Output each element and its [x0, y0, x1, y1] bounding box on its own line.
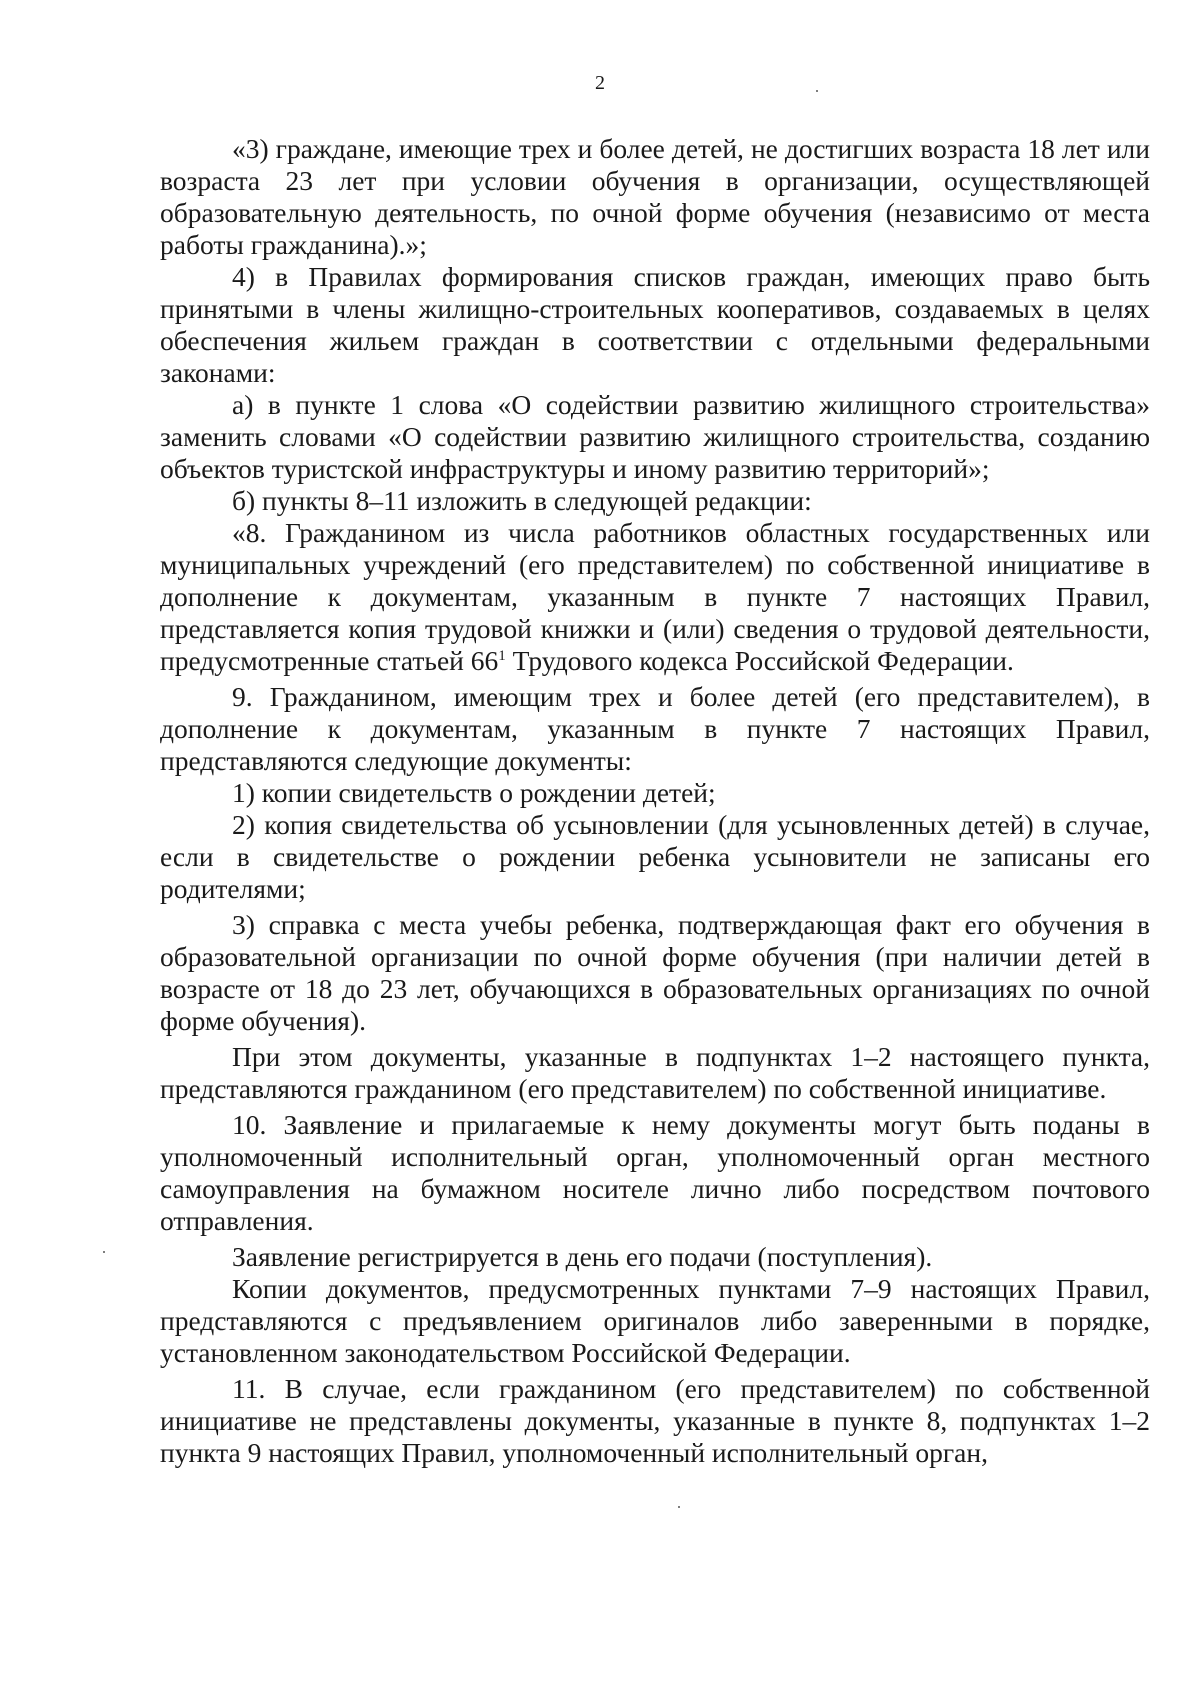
paragraph-point-10-registration: Заявление регистрируется в день его подачи (поступления). — [232, 1241, 933, 1272]
scan-speck — [678, 1506, 680, 1508]
paragraph-point-10: 10. Заявление и прилагаемые к нему документы могут быть поданы в уполномоченный исполнительный орган, уполномоченный орган местного самоуправления на бумажном носителе лично либо посредством почтового отправления. — [160, 1109, 1150, 1236]
paragraph-point-9-item-1: 1) копии свидетельств о рождении детей; — [232, 777, 716, 808]
paragraph-point-9-note: При этом документы, указанные в подпунктах 1–2 настоящего пункта, представляются гражданином (его представителем) по собственной инициативе. — [160, 1041, 1150, 1104]
paragraph-point-8-text: «8. Гражданином из числа работников областных государственных или муниципальных учреждений (его представителем) по собственной инициативе в дополнение к документам, указанным в пункте 7 настоящих Правил, представляется копия трудовой книжки и (или) сведения о трудовой деятельности, предусмотренные статьей 66 — [160, 517, 1150, 676]
paragraph-item-3-large-families: «3) граждане, имеющие трех и более детей, не достигших возраста 18 лет или возраста 23 лет при условии обучения в организации, осуществляющей образовательную деятельность, по очной форме обучения (независимо от места работы гражданина).»; — [160, 133, 1150, 260]
paragraph-point-9-item-3: 3) справка с места учебы ребенка, подтверждающая факт его обучения в образовательной организации по очной форме обучения (при наличии детей в возрасте от 18 до 23 лет, обучающихся в образовательных организациях по очной форме обучения). — [160, 909, 1150, 1036]
paragraph-point-11: 11. В случае, если гражданином (его представителем) по собственной инициативе не представлены документы, указанные в пункте 8, подпунктах 1–2 пункта 9 настоящих Правил, уполномоченный исполнительный орган, — [160, 1373, 1150, 1468]
paragraph-subitem-a: а) в пункте 1 слова «О содействии развитию жилищного строительства» заменить словами «О содействии развитию жилищного строительства, созданию объектов туристской инфраструктуры и иному развитию территорий»; — [160, 389, 1150, 484]
paragraph-point-10-copies: Копии документов, предусмотренных пунктами 7–9 настоящих Правил, представляются с предъявлением оригиналов либо заверенными в порядке, установленном законодательством Российской Федерации. — [160, 1273, 1150, 1368]
paragraph-subitem-b: б) пункты 8–11 изложить в следующей редакции: — [232, 485, 812, 516]
scan-speck — [816, 90, 818, 92]
paragraph-point-8-tail: Трудового кодекса Российской Федерации. — [505, 645, 1014, 676]
paragraph-point-8 — [160, 517, 1150, 677]
paragraph-item-4-rules-amendment: 4) в Правилах формирования списков граждан, имеющих право быть принятыми в члены жилищно-строительных кооперативов, создаваемых в целях обеспечения жильем граждан в соответствии с отдельными федеральными законами: — [160, 261, 1150, 388]
page-number: 2 — [595, 72, 605, 94]
paragraph-point-9: 9. Гражданином, имеющим трех и более детей (его представителем), в дополнение к документам, указанным в пункте 7 настоящих Правил, представляются следующие документы: — [160, 681, 1150, 776]
document-body — [160, 133, 1150, 1469]
scan-speck — [103, 1251, 105, 1253]
article-superscript: 1 — [498, 648, 506, 664]
paragraph-point-9-item-2: 2) копия свидетельства об усыновлении (для усыновленных детей) в случае, если в свидетельстве о рождении ребенка усыновители не записаны его родителями; — [160, 809, 1150, 904]
